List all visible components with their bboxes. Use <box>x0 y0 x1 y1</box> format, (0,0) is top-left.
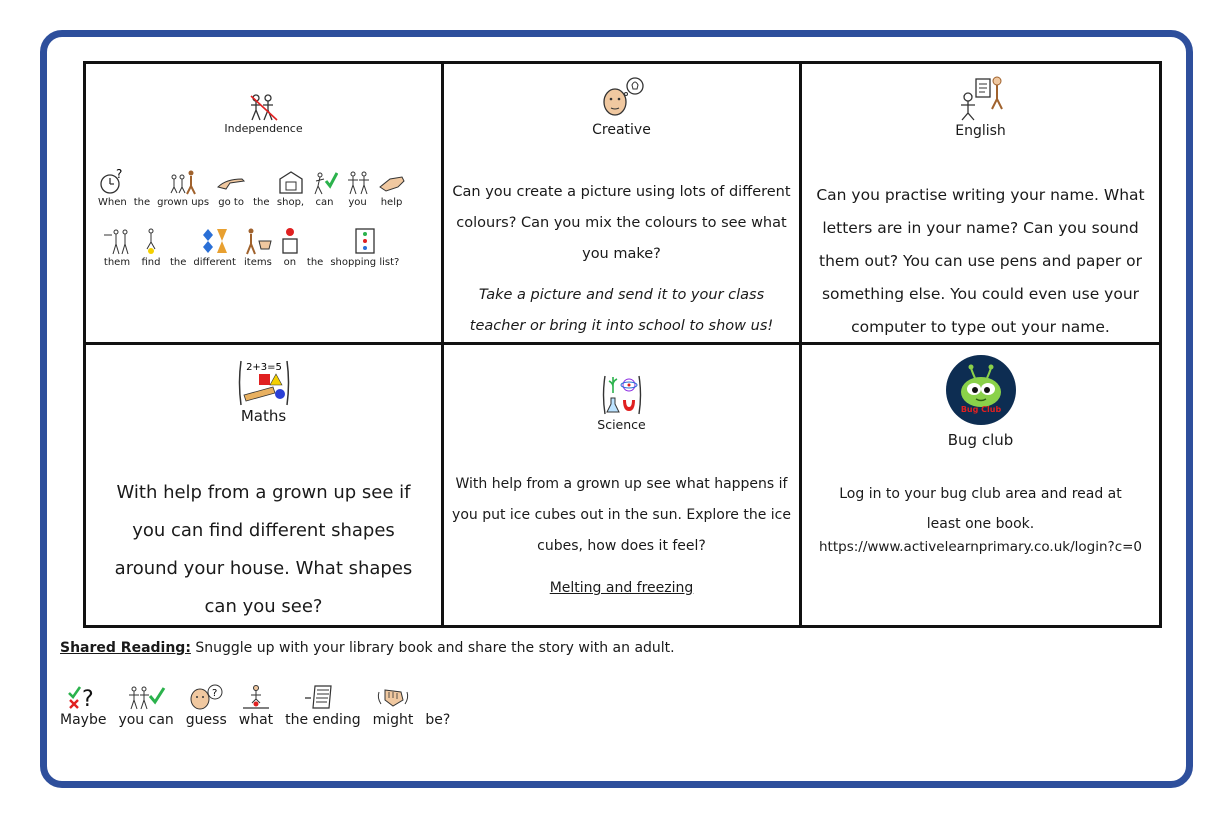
symbol-the-4: the <box>306 257 324 268</box>
symbol-on: on <box>280 227 300 268</box>
svg-text:?: ? <box>116 169 123 181</box>
science-body: With help from a grown up see what happens if you put ice cubes out in the sun. Explore the ice cubes, how does it feel? <box>452 476 791 554</box>
shared-reading <box>60 640 675 656</box>
symbol-you-can: you can <box>118 684 173 728</box>
symbol-guess: ? guess <box>186 684 227 728</box>
creative-cell <box>444 64 802 345</box>
symbol-help: help <box>378 169 406 208</box>
english-title: English <box>955 123 1006 139</box>
symbol-when: ? When <box>98 169 127 208</box>
melting-freezing-link[interactable]: Melting and freezing <box>549 580 694 596</box>
symbol-maybe: ? Maybe <box>60 687 107 728</box>
english-icon <box>802 75 1159 121</box>
english-body: Can you practise writing your name. What letters are in your name? Can you sound them out? You can use pens and paper or something else. You could even use your computer to type out your name. <box>816 186 1145 336</box>
symbol-the-ending: the ending <box>285 684 360 728</box>
symbol-grown-ups: grown ups <box>157 169 209 208</box>
symbol-be: be? <box>425 712 451 728</box>
svg-text:?: ? <box>212 688 218 699</box>
science-title: Science <box>597 417 646 432</box>
symbol-shop: shop, <box>277 169 305 208</box>
maths-body: With help from a grown up see if you can find different shapes around your house. What shapes can you see? <box>114 482 413 617</box>
symbol-them: them <box>102 227 132 268</box>
symbol-might: might <box>373 684 414 728</box>
symbol-can: can <box>312 169 338 208</box>
independence-title: Independence <box>224 122 303 135</box>
symbol-the-3: the <box>170 257 187 268</box>
shared-reading-label: Shared Reading: <box>60 640 191 656</box>
creative-body: Can you create a picture using lots of different colours? Can you mix the colours to see what you make? <box>452 184 791 262</box>
creative-note: Take a picture and send it to your class teacher or bring it into school to show us! <box>469 287 774 334</box>
creative-icon <box>444 76 799 120</box>
symbol-what: what <box>239 684 273 728</box>
shared-reading-text: Snuggle up with your library book and share the story with an adult. <box>190 640 675 656</box>
symbol-find: find <box>139 227 163 268</box>
bugclub-url[interactable]: https://www.activelearnprimary.co.uk/login?c=0 <box>818 539 1143 555</box>
symbol-shopping-list: shopping list? <box>330 227 399 268</box>
symbol-the-2: the <box>253 197 270 208</box>
bugclub-cell <box>802 345 1159 625</box>
bugclub-title: Bug club <box>947 431 1014 449</box>
independence-cell <box>86 64 444 345</box>
maths-icon <box>86 359 441 407</box>
shared-reading-symbols <box>60 684 462 728</box>
symbol-go-to: go to <box>216 169 246 208</box>
activity-grid <box>83 61 1162 628</box>
symbol-different: different <box>193 227 235 268</box>
symbol-you: you <box>345 169 371 208</box>
bugclub-body: Log in to your bug club area and read at least one book. <box>839 486 1122 532</box>
svg-text:?: ? <box>82 687 94 710</box>
maths-title: Maths <box>240 407 287 425</box>
science-icon <box>444 373 799 417</box>
independence-symbols-row-1 <box>98 169 413 208</box>
bugclub-logo <box>802 354 1159 426</box>
independence-icon <box>86 94 441 122</box>
science-cell <box>444 345 802 625</box>
english-cell <box>802 64 1159 345</box>
creative-title: Creative <box>592 122 651 138</box>
symbol-items: items <box>243 227 273 268</box>
bugclub-logo-text: Bug Club <box>960 405 1001 414</box>
independence-symbols-row-2 <box>102 227 406 268</box>
maths-icon-text: 2+3=5 <box>245 362 282 373</box>
maths-cell <box>86 345 444 625</box>
symbol-the: the <box>133 197 151 208</box>
